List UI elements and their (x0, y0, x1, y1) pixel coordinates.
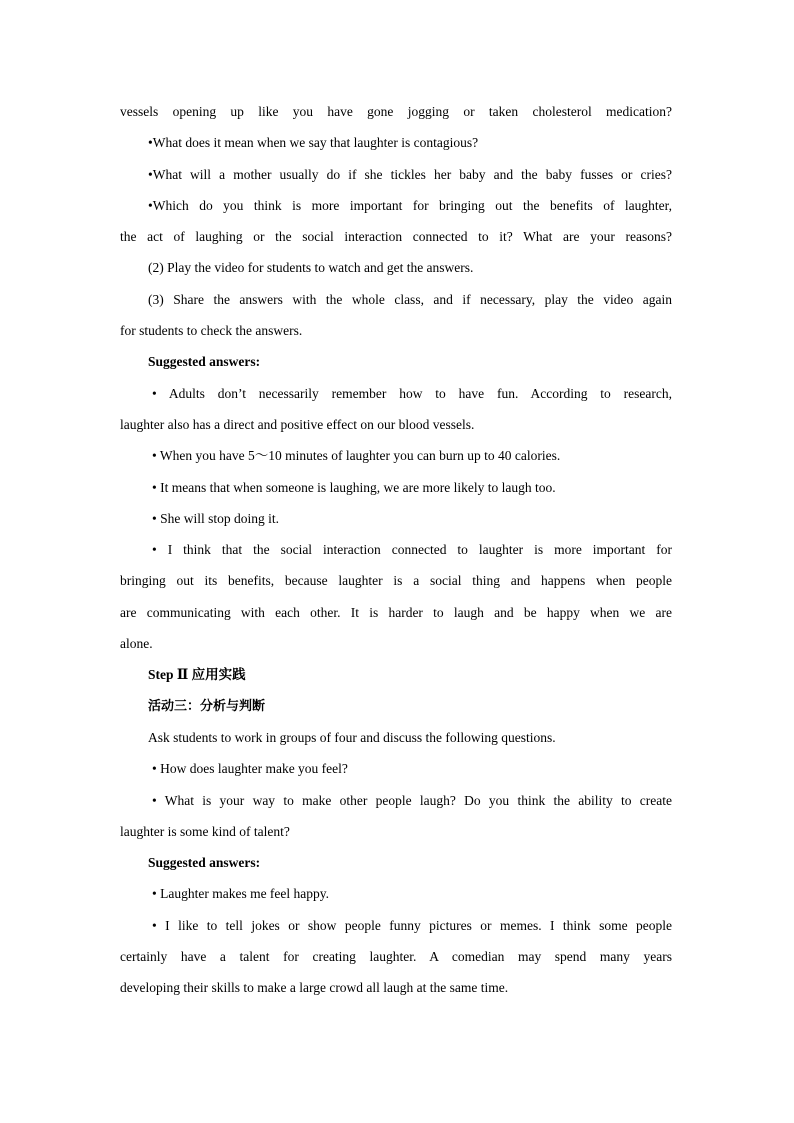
text-line: the act of laughing or the social interaction connected to it? What are your reasons? (120, 229, 672, 245)
text-line: vessels opening up like you have gone jogging or taken cholesterol medication? (120, 104, 672, 119)
text-line: developing their skills to make a large crowd all laugh at the same time. (120, 980, 509, 996)
answer-bullet: • When you have 5～10 minutes of laughter you can burn up to 40 calories. (152, 448, 561, 464)
answer-bullet: • I like to tell jokes or show people funny pictures or memes. I think some people (152, 917, 672, 933)
text-line: bringing out its benefits, because laughter is a social thing and happens when people (120, 573, 672, 589)
question-bullet: •Which do you think is more important for bringing out the benefits of laughter, (148, 197, 672, 213)
document-body (120, 96, 672, 1004)
instruction-text: Ask students to work in groups of four and discuss the following questions. (148, 729, 556, 745)
question-bullet: • What is your way to make other people laugh? Do you think the ability to create (152, 792, 672, 808)
text-line: are communicating with each other. It is harder to laugh and be happy when we are (120, 604, 672, 620)
suggested-answers-heading: Suggested answers: (148, 354, 261, 370)
text-line: laughter is some kind of talent? (120, 823, 290, 839)
question-bullet: • How does laughter make you feel? (152, 761, 348, 777)
step-heading: Step Ⅱ 应用实践 (148, 667, 246, 683)
question-bullet: •What does it mean when we say that laughter is contagious? (148, 135, 479, 151)
text-line: certainly have a talent for creating laughter. A comedian may spend many years (120, 949, 672, 965)
answer-bullet: • It means that when someone is laughing, we are more likely to laugh too. (152, 479, 556, 495)
question-bullet: •What will a mother usually do if she tickles her baby and the baby fusses or cries? (148, 166, 672, 182)
text-line: laughter also has a direct and positive effect on our blood vessels. (120, 416, 475, 432)
answer-bullet: • I think that the social interaction connected to laughter is more important for (152, 542, 672, 558)
answer-bullet: • Adults don’t necessarily remember how to have fun. According to research, (152, 385, 672, 401)
answer-bullet: • She will stop doing it. (152, 510, 279, 526)
suggested-answers-heading: Suggested answers: (148, 855, 261, 871)
instruction-step: (3) Share the answers with the whole class, and if necessary, play the video again (148, 291, 672, 307)
text-line: for students to check the answers. (120, 323, 303, 339)
text-line: alone. (120, 636, 153, 652)
answer-bullet: • Laughter makes me feel happy. (152, 886, 330, 902)
activity-heading: 活动三：分析与判断 (148, 698, 266, 714)
instruction-step: (2) Play the video for students to watch and get the answers. (148, 260, 474, 276)
